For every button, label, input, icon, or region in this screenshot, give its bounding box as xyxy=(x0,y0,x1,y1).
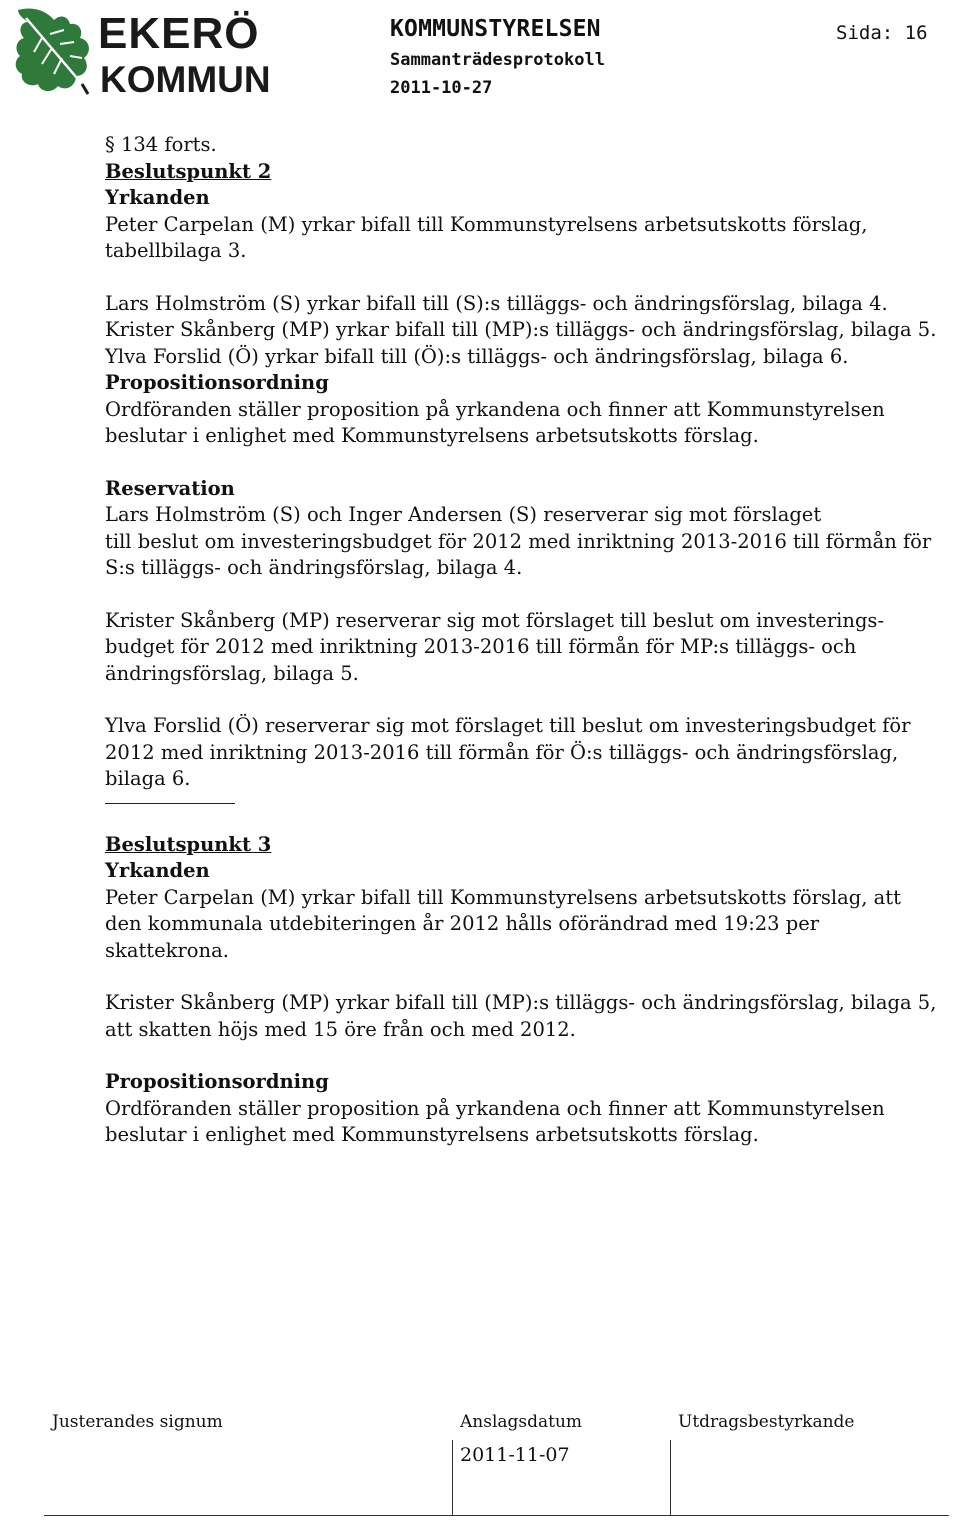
text-line: till beslut om investeringsbudget för 2012 med inriktning 2013-2016 till förmån för xyxy=(105,529,932,553)
bp2-proposition xyxy=(105,397,955,450)
text-line: S:s tilläggs- och ändringsförslag, bilaga 4. xyxy=(105,556,523,579)
footer-divider-right xyxy=(670,1440,671,1516)
anslagsdatum-value: 2011-11-07 xyxy=(460,1444,570,1466)
beslutspunkt-2-heading: Beslutspunkt 2 xyxy=(105,159,272,183)
oak-leaf-icon xyxy=(12,4,274,98)
text-line: Lars Holmström (S) och Inger Andersen (S) reserverar sig mot förslaget xyxy=(105,503,822,526)
text-line: tabellbilaga 3. xyxy=(105,239,247,262)
text-line: Krister Skånberg (MP) yrkar bifall till (MP):s tilläggs- och ändringsförslag, bilaga 5, xyxy=(105,991,937,1014)
text-line: 2012 med inriktning 2013-2016 till förmån för Ö:s tilläggs- och ändringsförslag, xyxy=(105,740,899,764)
bp2-yrkande-4: Ylva Forslid (Ö) yrkar bifall till (Ö):s tilläggs- och ändringsförslag, bilaga 6. xyxy=(105,344,849,368)
reservation-heading: Reservation xyxy=(105,476,235,500)
text-line: skattekrona. xyxy=(105,938,229,962)
logo-text-ekero: EKERÖ xyxy=(98,9,260,58)
text-line: Krister Skånberg (MP) reserverar sig mot förslaget till beslut om investerings- xyxy=(105,608,885,632)
propositionsordning-heading: Propositionsordning xyxy=(105,371,329,394)
bp2-yrkande-3: Krister Skånberg (MP) yrkar bifall till (MP):s tilläggs- och ändringsförslag, bilaga 5. xyxy=(105,318,937,341)
footer-bottom-line xyxy=(44,1515,949,1516)
bp2-yrkande-1 xyxy=(105,212,955,265)
beslutspunkt-3-heading: Beslutspunkt 3 xyxy=(105,832,272,856)
bp3-yrkande-2 xyxy=(105,990,955,1043)
ekero-kommun-logo xyxy=(12,4,274,98)
yrkanden-heading: Yrkanden xyxy=(105,859,210,882)
meeting-date: 2011-10-27 xyxy=(390,78,493,98)
text-line: Ordföranden ställer proposition på yrkandena och finner att Kommunstyrelsen xyxy=(105,1096,885,1120)
utdragsbestyrkande-label: Utdragsbestyrkande xyxy=(678,1412,855,1432)
bp2-reservation-2 xyxy=(105,608,955,688)
text-line: Ylva Forslid (Ö) reserverar sig mot förslaget till beslut om investeringsbudget för xyxy=(105,714,911,737)
section-reference: § 134 forts. xyxy=(105,133,217,156)
text-line: beslutar i enlighet med Kommunstyrelsens arbetsutskotts förslag. xyxy=(105,424,759,447)
text-line: Ordföranden ställer proposition på yrkandena och finner att Kommunstyrelsen xyxy=(105,397,885,421)
document-type: Sammanträdesprotokoll xyxy=(390,50,605,70)
text-line: beslutar i enlighet med Kommunstyrelsens arbetsutskotts förslag. xyxy=(105,1123,759,1146)
bp2-reservation-3 xyxy=(105,713,955,793)
propositionsordning-heading: Propositionsordning xyxy=(105,1070,329,1093)
text-line: Peter Carpelan (M) yrkar bifall till Kommunstyrelsens arbetsutskotts förslag, xyxy=(105,212,868,236)
bp2-reservation-1 xyxy=(105,502,955,582)
text-line: den kommunala utdebiteringen år 2012 hålls oförändrad med 19:23 per xyxy=(105,912,820,935)
text-line: att skatten höjs med 15 öre från och med 2012. xyxy=(105,1017,576,1041)
text-line: ändringsförslag, bilaga 5. xyxy=(105,661,359,685)
text-line: bilaga 6. xyxy=(105,767,191,790)
document-body xyxy=(105,132,955,1149)
text-line: Peter Carpelan (M) yrkar bifall till Kommunstyrelsens arbetsutskotts förslag, att xyxy=(105,885,901,909)
bp3-yrkande-1 xyxy=(105,885,955,965)
anslagsdatum-label: Anslagsdatum xyxy=(460,1412,583,1432)
yrkanden-heading: Yrkanden xyxy=(105,186,210,209)
committee-title: KOMMUNSTYRELSEN xyxy=(390,16,601,42)
justerandes-signum-label: Justerandes signum xyxy=(52,1412,223,1432)
section-divider xyxy=(105,803,235,804)
bp2-yrkande-2: Lars Holmström (S) yrkar bifall till (S):s tilläggs- och ändringsförslag, bilaga 4. xyxy=(105,291,888,315)
footer-divider-left xyxy=(452,1440,453,1516)
page-number: Sida: 16 xyxy=(836,22,928,44)
bp3-proposition xyxy=(105,1096,955,1149)
logo-text-kommun: KOMMUN xyxy=(100,59,271,98)
text-line: budget för 2012 med inriktning 2013-2016 till förmån för MP:s tilläggs- och xyxy=(105,635,857,658)
